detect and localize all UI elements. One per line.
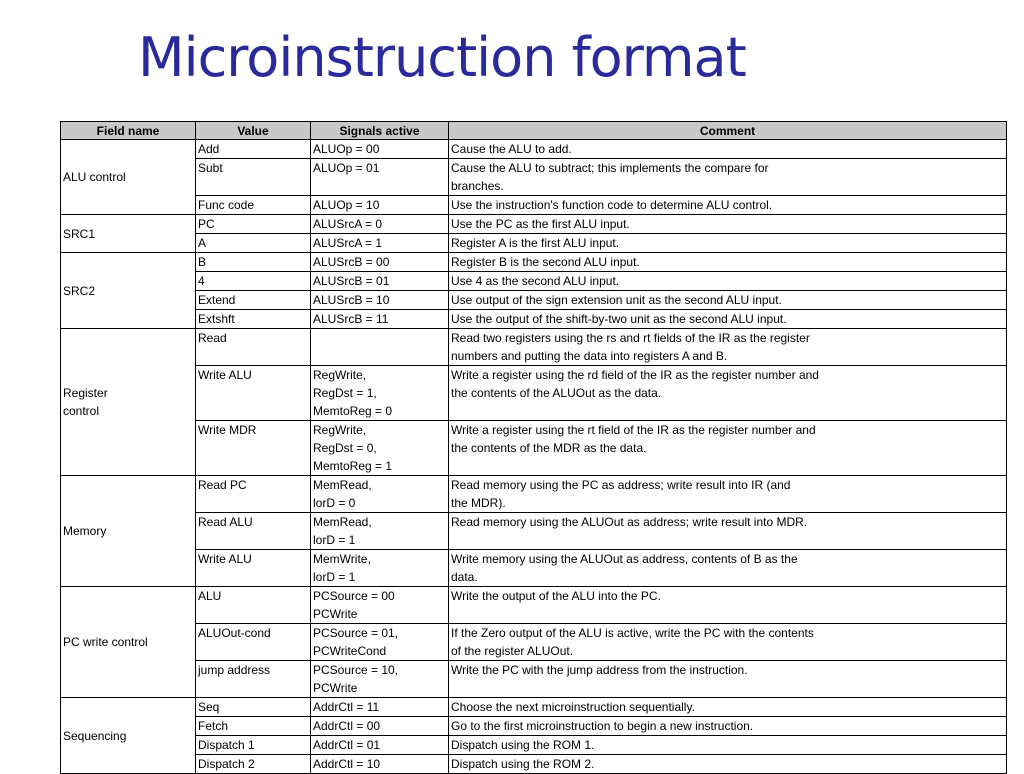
field-name-cell-line: Memory	[63, 524, 107, 538]
comment-cell-line: Write memory using the ALUOut as address, contents of B as the	[451, 552, 798, 566]
table-row	[61, 272, 1007, 291]
comment-cell-line: Cause the ALU to subtract; this implements the compare for	[451, 161, 769, 175]
signals-cell	[311, 476, 449, 513]
value-cell-line: jump address	[198, 663, 271, 677]
signals-cell	[311, 291, 449, 310]
comment-cell	[449, 196, 1007, 215]
signals-cell	[311, 329, 449, 366]
value-cell	[196, 159, 311, 196]
table-row	[61, 661, 1007, 698]
field-name-cell	[61, 253, 196, 329]
value-cell	[196, 736, 311, 755]
comment-cell-line: Use 4 as the second ALU input.	[451, 274, 620, 288]
signals-cell	[311, 550, 449, 587]
table-row	[61, 587, 1007, 624]
value-cell	[196, 587, 311, 624]
table-row	[61, 550, 1007, 587]
table-row	[61, 624, 1007, 661]
comment-cell-line: Use the instruction's function code to determine ALU control.	[451, 198, 773, 212]
signals-cell	[311, 624, 449, 661]
signals-cell	[311, 587, 449, 624]
value-cell	[196, 717, 311, 736]
comment-cell	[449, 366, 1007, 421]
table-row	[61, 159, 1007, 196]
value-cell	[196, 366, 311, 421]
value-cell	[196, 476, 311, 513]
value-cell	[196, 421, 311, 476]
field-name-cell	[61, 698, 196, 774]
value-cell	[196, 661, 311, 698]
comment-cell	[449, 624, 1007, 661]
value-cell-line: Read	[198, 331, 227, 345]
signals-cell-line: ALUSrcA = 0	[313, 217, 383, 231]
microinstruction-table	[60, 121, 1007, 774]
signals-cell-line: MemWrite,	[313, 552, 371, 566]
value-cell-line: Extshft	[198, 312, 235, 326]
signals-cell-line: ALUOp = 10	[313, 198, 380, 212]
field-name-cell-line: SRC2	[63, 283, 96, 298]
comment-cell	[449, 513, 1007, 550]
comment-cell	[449, 698, 1007, 717]
table-row	[61, 234, 1007, 253]
value-cell-line: Write MDR	[198, 423, 257, 437]
header-field-name: Field name	[61, 122, 196, 140]
signals-cell	[311, 421, 449, 476]
value-cell-line: Read PC	[198, 478, 247, 492]
comment-cell-line: Use the PC as the first ALU input.	[451, 217, 630, 231]
signals-cell-line: RegWrite,	[313, 368, 367, 382]
field-name-cell-line: ALU control	[63, 170, 126, 184]
comment-cell-line: Use the output of the shift-by-two unit as the second ALU input.	[451, 312, 787, 326]
signals-cell	[311, 253, 449, 272]
signals-cell-line: RegWrite,	[313, 423, 367, 437]
value-cell	[196, 140, 311, 159]
signals-cell-line: AddrCtl = 10	[313, 757, 381, 771]
header-signals-active: Signals active	[311, 122, 449, 140]
value-cell	[196, 253, 311, 272]
comment-cell-line: data.	[451, 570, 478, 584]
comment-cell-line: Register B is the second ALU input.	[451, 255, 640, 269]
value-cell-line: Fetch	[198, 719, 229, 733]
value-cell	[196, 755, 311, 774]
signals-cell-line: PCSource = 00	[313, 589, 395, 603]
table-row	[61, 421, 1007, 476]
value-cell-line: 4	[198, 274, 205, 288]
signals-cell-line: RegDst = 0,	[313, 441, 377, 455]
signals-cell-line: MemtoReg = 1	[313, 459, 393, 473]
signals-cell-line: MemRead,	[313, 515, 372, 529]
signals-cell	[311, 196, 449, 215]
field-name-cell-line: Sequencing	[63, 728, 127, 743]
comment-cell-line: the contents of the MDR as the data.	[451, 441, 647, 455]
header-comment: Comment	[449, 122, 1007, 140]
field-name-cell	[61, 587, 196, 698]
signals-cell-line: PCSource = 10,	[313, 663, 399, 677]
comment-cell-line: Use output of the sign extension unit as the second ALU input.	[451, 293, 782, 307]
signals-cell	[311, 736, 449, 755]
value-cell-line: Subt	[198, 161, 223, 175]
value-cell-line: Func code	[198, 198, 255, 212]
signals-cell	[311, 661, 449, 698]
signals-cell	[311, 366, 449, 421]
signals-cell	[311, 310, 449, 329]
signals-cell-line: lorD = 1	[313, 533, 356, 547]
table-row	[61, 291, 1007, 310]
value-cell-line: Dispatch 2	[198, 757, 255, 771]
comment-cell	[449, 421, 1007, 476]
value-cell-line: Dispatch 1	[198, 738, 255, 752]
comment-cell	[449, 550, 1007, 587]
value-cell-line: PC	[198, 217, 215, 231]
signals-cell-line: ALUOp = 01	[313, 161, 380, 175]
signals-cell-line: ALUSrcB = 01	[313, 274, 390, 288]
value-cell	[196, 698, 311, 717]
signals-cell-line: ALUSrcA = 1	[313, 236, 383, 250]
table-row	[61, 736, 1007, 755]
comment-cell-line: of the register ALUOut.	[451, 644, 574, 658]
value-cell	[196, 196, 311, 215]
value-cell-line: B	[198, 255, 207, 269]
comment-cell	[449, 755, 1007, 774]
page-title: Microinstruction format	[138, 26, 746, 89]
signals-cell	[311, 513, 449, 550]
comment-cell-line: Read memory using the PC as address; write result into IR (and	[451, 478, 791, 492]
comment-cell-line: Write the PC with the jump address from the instruction.	[451, 663, 748, 677]
value-cell	[196, 291, 311, 310]
comment-cell	[449, 310, 1007, 329]
signals-cell-line: AddrCtl = 00	[313, 719, 381, 733]
field-name-cell-line: PC write control	[63, 635, 148, 649]
value-cell-line: ALU	[198, 589, 222, 603]
signals-cell-line: AddrCtl = 01	[313, 738, 381, 752]
signals-cell-line: AddrCtl = 11	[313, 700, 380, 714]
signals-cell-line: ALUSrcB = 00	[313, 255, 390, 269]
comment-cell-line: Go to the first microinstruction to begin a new instruction.	[451, 719, 754, 733]
table-row	[61, 366, 1007, 421]
comment-cell-line: If the Zero output of the ALU is active, write the PC with the contents	[451, 626, 814, 640]
field-name-cell-line: Register	[63, 386, 108, 400]
signals-cell-line: PCWrite	[313, 607, 358, 621]
table-body	[61, 140, 1007, 774]
field-name-cell	[61, 476, 196, 587]
value-cell	[196, 624, 311, 661]
comment-cell-line: numbers and putting the data into registers A and B.	[451, 349, 728, 363]
value-cell	[196, 310, 311, 329]
signals-cell-line: MemRead,	[313, 478, 372, 492]
comment-cell	[449, 272, 1007, 291]
comment-cell-line: branches.	[451, 179, 504, 193]
table-row	[61, 215, 1007, 234]
signals-cell	[311, 698, 449, 717]
signals-cell	[311, 755, 449, 774]
value-cell	[196, 272, 311, 291]
value-cell-line: Extend	[198, 293, 236, 307]
value-cell-line: Add	[198, 142, 220, 156]
comment-cell-line: Dispatch using the ROM 1.	[451, 738, 595, 752]
signals-cell-line: ALUSrcB = 11	[313, 312, 389, 326]
comment-cell	[449, 215, 1007, 234]
signals-cell-line: ALUOp = 00	[313, 142, 380, 156]
value-cell-line: ALUOut-cond	[198, 626, 271, 640]
comment-cell-line: Write the output of the ALU into the PC.	[451, 589, 661, 603]
signals-cell-line: PCWrite	[313, 681, 358, 695]
table-row	[61, 196, 1007, 215]
value-cell	[196, 513, 311, 550]
signals-cell	[311, 272, 449, 291]
signals-cell	[311, 140, 449, 159]
table-row	[61, 755, 1007, 774]
comment-cell	[449, 140, 1007, 159]
value-cell	[196, 550, 311, 587]
comment-cell-line: Write a register using the rt field of the IR as the register number and	[451, 423, 816, 437]
comment-cell	[449, 476, 1007, 513]
signals-cell-line: lorD = 0	[313, 496, 356, 510]
signals-cell-line: RegDst = 1,	[313, 386, 377, 400]
value-cell	[196, 329, 311, 366]
value-cell-line: A	[198, 236, 207, 250]
signals-cell-line: MemtoReg = 0	[313, 404, 393, 418]
comment-cell	[449, 661, 1007, 698]
comment-cell	[449, 736, 1007, 755]
comment-cell-line: Choose the next microinstruction sequentially.	[451, 700, 695, 714]
header-value: Value	[196, 122, 311, 140]
table-header-row	[61, 122, 1007, 140]
comment-cell-line: Read two registers using the rs and rt fields of the IR as the register	[451, 331, 810, 345]
signals-cell-line: PCWriteCond	[313, 644, 387, 658]
table-row	[61, 140, 1007, 159]
comment-cell	[449, 329, 1007, 366]
table-row	[61, 717, 1007, 736]
field-name-cell	[61, 140, 196, 215]
signals-cell-line: ALUSrcB = 10	[313, 293, 390, 307]
signals-cell-line: lorD = 1	[313, 570, 356, 584]
comment-cell-line: Dispatch using the ROM 2.	[451, 757, 595, 771]
field-name-cell-line: SRC1	[63, 226, 96, 241]
table-row	[61, 310, 1007, 329]
comment-cell	[449, 253, 1007, 272]
value-cell	[196, 215, 311, 234]
signals-cell	[311, 234, 449, 253]
signals-cell-line: PCSource = 01,	[313, 626, 399, 640]
comment-cell-line: Cause the ALU to add.	[451, 142, 572, 156]
comment-cell	[449, 717, 1007, 736]
comment-cell-line: the MDR).	[451, 496, 506, 510]
table-row	[61, 476, 1007, 513]
comment-cell-line: Write a register using the rd field of the IR as the register number and	[451, 368, 819, 382]
comment-cell-line: the contents of the ALUOut as the data.	[451, 386, 662, 400]
value-cell-line: Write ALU	[198, 552, 252, 566]
comment-cell	[449, 159, 1007, 196]
comment-cell	[449, 291, 1007, 310]
table-row	[61, 698, 1007, 717]
comment-cell	[449, 234, 1007, 253]
comment-cell-line: Register A is the first ALU input.	[451, 236, 620, 250]
field-name-cell	[61, 215, 196, 253]
value-cell-line: Write ALU	[198, 368, 252, 382]
field-name-cell	[61, 329, 196, 476]
field-name-cell-line: control	[63, 404, 100, 418]
table-row	[61, 329, 1007, 366]
comment-cell	[449, 587, 1007, 624]
comment-cell-line: Read memory using the ALUOut as address; write result into MDR.	[451, 515, 808, 529]
value-cell	[196, 234, 311, 253]
value-cell-line: Read ALU	[198, 515, 253, 529]
signals-cell	[311, 215, 449, 234]
table-row	[61, 513, 1007, 550]
signals-cell	[311, 717, 449, 736]
signals-cell	[311, 159, 449, 196]
table-row	[61, 253, 1007, 272]
value-cell-line: Seq	[198, 700, 220, 714]
